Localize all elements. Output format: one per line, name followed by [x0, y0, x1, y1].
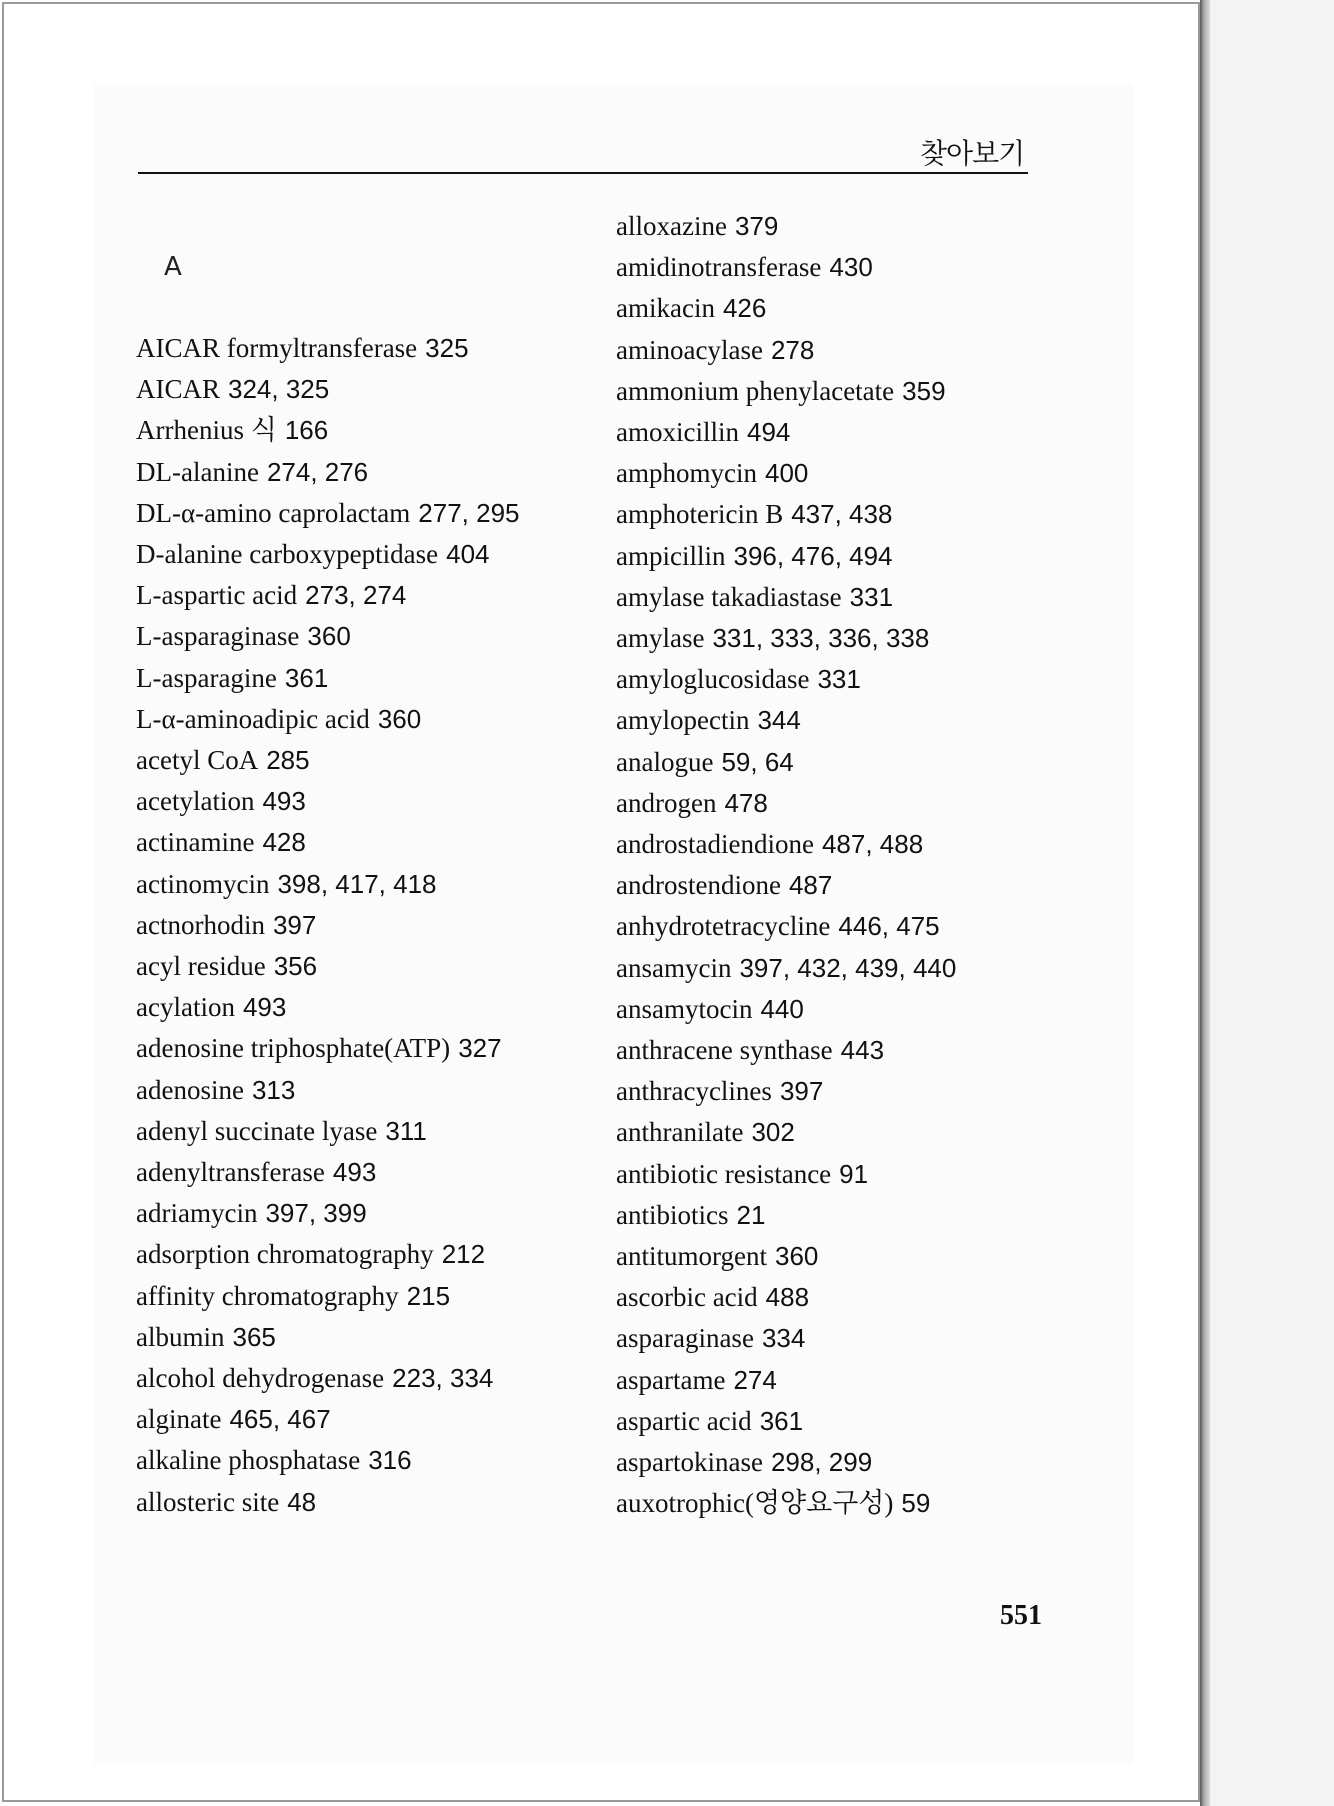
index-entry [616, 1071, 956, 1112]
index-page-refs: 325 [425, 333, 469, 363]
index-page-refs: 311 [385, 1115, 427, 1146]
index-entry [136, 616, 520, 657]
index-term: L-aspartic acid [136, 580, 298, 611]
index-entry [136, 1399, 520, 1440]
index-page-refs: 440 [760, 993, 804, 1024]
index-entry [616, 865, 956, 906]
index-term: L-asparaginase [136, 621, 300, 652]
index-entry [616, 700, 956, 741]
index-page-refs: 493 [242, 992, 287, 1023]
index-page-refs: 298, 299 [770, 1447, 873, 1478]
index-term: amylopectin [616, 705, 750, 736]
index-page-refs: 428 [262, 827, 306, 858]
section-letter: A [164, 252, 182, 282]
index-page-refs: 398, 417, 418 [277, 868, 437, 899]
index-page-refs: 223, 334 [392, 1363, 494, 1394]
index-term: amphomycin [616, 458, 757, 489]
index-page-refs: 331 [817, 664, 861, 695]
index-term: antibiotic resistance [616, 1158, 832, 1189]
index-term: albumin [136, 1321, 225, 1352]
index-term: anthracyclines [616, 1076, 772, 1107]
index-term: allosteric site [136, 1486, 280, 1517]
index-term: actnorhodin [136, 909, 265, 940]
index-term: androgen [616, 787, 717, 818]
index-page-refs: 359 [902, 375, 946, 406]
index-term: acetyl CoA [136, 745, 259, 776]
index-entry [616, 536, 956, 577]
index-page-refs: 361 [759, 1405, 804, 1436]
index-entry [136, 1358, 520, 1399]
index-page-refs: 48 [287, 1486, 317, 1517]
index-page-refs: 478 [724, 787, 768, 818]
index-entry [136, 1440, 520, 1481]
index-entry [136, 699, 520, 740]
index-entry [136, 410, 520, 451]
index-term: alkaline phosphatase [136, 1445, 361, 1476]
index-term: ascorbic acid [616, 1282, 758, 1313]
index-entry [136, 369, 520, 410]
index-page-refs: 379 [734, 211, 779, 241]
index-term: androstendione [616, 870, 781, 901]
index-entry [136, 946, 520, 987]
index-entry [616, 247, 956, 288]
index-entry [616, 1112, 956, 1153]
index-term: amylase takadiastase [616, 581, 842, 612]
index-term: aspartame [616, 1364, 726, 1395]
index-page-refs: 487, 488 [821, 829, 924, 860]
index-term: actinomycin [136, 868, 270, 899]
index-term: anthranilate [616, 1117, 744, 1148]
index-page-refs: 397 [272, 909, 317, 940]
index-term: amyloglucosidase [616, 664, 810, 695]
index-entry [136, 452, 520, 493]
index-term: adriamycin [136, 1198, 258, 1229]
index-term: ansamytocin [616, 993, 753, 1024]
index-term: amphotericin B [616, 499, 784, 530]
index-term: aspartic acid [616, 1405, 752, 1436]
index-entry [136, 1070, 520, 1111]
index-entry [136, 575, 520, 616]
index-entry [136, 534, 520, 575]
index-entry [616, 906, 956, 947]
index-entry [136, 905, 520, 946]
index-term: DL-alanine [136, 456, 259, 487]
index-term: L-α-aminoadipic acid [136, 703, 370, 734]
index-entry [616, 618, 956, 659]
index-term: amidinotransferase [616, 252, 822, 283]
index-page-refs: 274 [733, 1364, 777, 1395]
index-page-refs: 430 [829, 252, 873, 283]
index-page-refs: 277, 295 [418, 497, 520, 528]
index-term: ansamycin [616, 952, 732, 983]
index-entry [136, 822, 520, 863]
index-page-refs: 396, 476, 494 [733, 540, 893, 571]
index-entry [136, 1028, 520, 1069]
index-term: analogue [616, 746, 714, 777]
index-page-refs: 488 [765, 1282, 810, 1313]
index-entry [616, 742, 956, 783]
index-page-refs: 426 [722, 293, 767, 324]
index-term: adenosine [136, 1074, 244, 1105]
index-term: Arrhenius 식 [136, 415, 277, 446]
index-entry [616, 206, 956, 247]
index-page-refs: 278 [770, 334, 815, 365]
index-page-refs: 21 [736, 1199, 766, 1230]
index-entry [616, 824, 956, 865]
index-term: amikacin [616, 293, 715, 324]
index-entry [136, 987, 520, 1028]
index-term: acetylation [136, 786, 255, 817]
index-entry [136, 1152, 520, 1193]
index-column-left [136, 328, 520, 1523]
index-entry [136, 1111, 520, 1152]
index-entry [616, 1030, 956, 1071]
index-page-refs: 334 [761, 1323, 806, 1354]
index-page-refs: 397 [779, 1076, 824, 1107]
index-page-refs: 465, 467 [229, 1404, 331, 1435]
index-term: asparaginase [616, 1323, 754, 1354]
index-term: adenosine triphosphate(ATP) [136, 1033, 451, 1064]
index-entry [136, 1482, 520, 1523]
index-entry [616, 453, 956, 494]
index-page-refs: 494 [746, 417, 791, 448]
index-entry [136, 1317, 520, 1358]
index-term: AICAR [136, 374, 221, 405]
index-page-refs: 331, 333, 336, 338 [712, 623, 930, 654]
index-term: antitumorgent [616, 1241, 767, 1272]
index-page-refs: 59 [901, 1488, 931, 1519]
index-term: auxotrophic(영양요구성) [616, 1488, 894, 1519]
index-page-refs: 493 [332, 1157, 377, 1188]
index-entry [136, 1193, 520, 1234]
index-entry [616, 330, 956, 371]
index-page-refs: 91 [839, 1158, 869, 1189]
index-term: adenyltransferase [136, 1157, 325, 1188]
index-term: L-asparagine [136, 662, 277, 693]
index-page-refs: 356 [273, 951, 318, 982]
page-edge-shadow [1200, 0, 1210, 1806]
index-page-refs: 59, 64 [721, 746, 794, 777]
index-term: adsorption chromatography [136, 1239, 434, 1270]
page-number: 551 [1000, 1600, 1042, 1631]
index-column-right [616, 206, 956, 1525]
index-term: anthracene synthase [616, 1035, 833, 1066]
index-page-refs: 215 [406, 1280, 451, 1311]
index-term: acylation [136, 992, 235, 1023]
index-term: antibiotics [616, 1199, 729, 1230]
index-page-refs: 397, 399 [265, 1198, 367, 1229]
running-head: 찾아보기 [920, 137, 1025, 170]
index-entry [616, 1360, 956, 1401]
index-page-refs: 273, 274 [305, 580, 407, 611]
index-entry [616, 1318, 956, 1359]
index-entry [136, 328, 520, 369]
index-term: androstadiendione [616, 829, 814, 860]
index-term: D-alanine carboxypeptidase [136, 539, 439, 570]
index-page-refs: 397, 432, 439, 440 [739, 952, 957, 983]
index-entry [136, 740, 520, 781]
index-term: amoxicillin [616, 417, 739, 448]
index-page-refs: 493 [262, 786, 306, 817]
index-page-refs: 437, 438 [791, 499, 893, 530]
index-term: ammonium phenylacetate [616, 375, 895, 406]
index-entry [616, 1236, 956, 1277]
viewer-background [1210, 0, 1334, 1806]
index-page-refs: 360 [377, 703, 422, 734]
index-page-refs: 166 [284, 415, 329, 446]
index-page-refs: 400 [764, 458, 809, 489]
index-term: AICAR formyltransferase [136, 333, 418, 363]
index-page-refs: 365 [232, 1321, 276, 1352]
index-entry [616, 288, 956, 329]
index-page-refs: 327 [458, 1033, 502, 1064]
index-entry [616, 783, 956, 824]
index-term: DL-α-amino caprolactam [136, 497, 411, 528]
index-entry [616, 1195, 956, 1236]
index-term: actinamine [136, 827, 255, 858]
index-term: alginate [136, 1404, 222, 1435]
index-entry [616, 948, 956, 989]
index-entry [136, 781, 520, 822]
index-term: alloxazine [616, 211, 727, 241]
index-page-refs: 212 [441, 1239, 486, 1270]
index-page-refs: 313 [251, 1074, 296, 1105]
index-entry [616, 494, 956, 535]
index-term: adenyl succinate lyase [136, 1115, 378, 1146]
index-entry [136, 658, 520, 699]
index-term: ampicillin [616, 540, 726, 571]
index-entry [616, 371, 956, 412]
index-entry [616, 1401, 956, 1442]
index-page-refs: 316 [368, 1445, 412, 1476]
index-term: acyl residue [136, 951, 266, 982]
index-page-refs: 446, 475 [838, 911, 940, 942]
index-term: aspartokinase [616, 1447, 763, 1478]
index-page-refs: 302 [751, 1117, 795, 1148]
index-page-refs: 361 [284, 662, 329, 693]
index-page-refs: 324, 325 [228, 374, 330, 405]
index-page-refs: 443 [840, 1035, 885, 1066]
index-entry [616, 1442, 956, 1483]
index-entry [616, 659, 956, 700]
index-entry [616, 989, 956, 1030]
index-page-refs: 331 [849, 581, 894, 612]
index-term: aminoacylase [616, 334, 763, 365]
index-term: alcohol dehydrogenase [136, 1363, 385, 1394]
header-rule [138, 172, 1028, 174]
index-entry [616, 412, 956, 453]
index-term: anhydrotetracycline [616, 911, 831, 942]
index-entry [616, 1277, 956, 1318]
index-term: amylase [616, 623, 705, 654]
index-entry [136, 1276, 520, 1317]
index-entry [136, 864, 520, 905]
index-entry [616, 577, 956, 618]
index-page-refs: 360 [774, 1241, 819, 1272]
index-entry [616, 1483, 956, 1524]
index-page-refs: 360 [307, 621, 351, 652]
index-entry [616, 1154, 956, 1195]
index-page-refs: 274, 276 [266, 456, 369, 487]
index-page-refs: 487 [788, 870, 833, 901]
index-page-refs: 344 [757, 705, 801, 736]
index-term: affinity chromatography [136, 1280, 399, 1311]
index-entry [136, 1234, 520, 1275]
index-entry [136, 493, 520, 534]
index-page-refs: 285 [266, 745, 310, 776]
index-page-refs: 404 [446, 539, 490, 570]
